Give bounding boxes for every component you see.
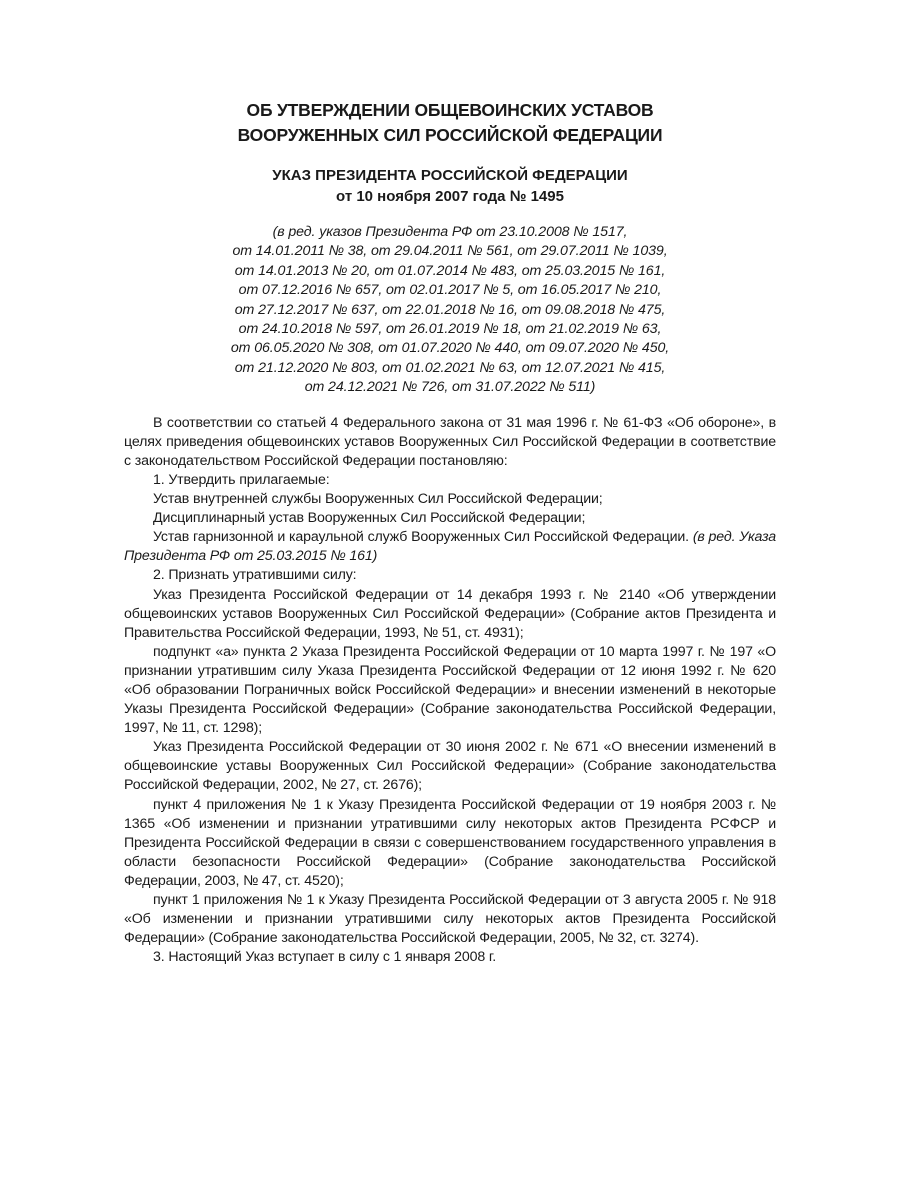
edition-line: от 06.05.2020 № 308, от 01.07.2020 № 440, от 09.07.2020 № 450, (230, 340, 670, 357)
garrison-guard-charter (124, 528, 776, 566)
disciplinary-charter: Дисциплинарный устав Вооруженных Сил Российской Федерации; (153, 510, 586, 527)
item-2-paragraph: 2. Признать утратившими силу: (153, 567, 357, 584)
edition-line: от 24.12.2021 № 726, от 31.07.2022 № 511) (304, 379, 596, 396)
item-1-paragraph: 1. Утвердить прилагаемые: (153, 471, 330, 488)
edition-line: от 14.01.2013 № 20, от 01.07.2014 № 483, от 25.03.2015 № 161, (234, 262, 666, 279)
document-page (124, 98, 776, 967)
edition-line: от 27.12.2017 № 637, от 22.01.2018 № 16, от 09.08.2018 № 475, (234, 301, 666, 318)
garrison-guard-charter-text: Устав гарнизонной и караульной служб Вооруженных Сил Российской Федерации. (153, 529, 689, 546)
document-body (124, 414, 776, 968)
internal-service-charter: Устав внутренней службы Вооруженных Сил Российской Федерации; (153, 491, 603, 508)
repealed-decree-1365: пункт 4 приложения № 1 к Указу Президента Российской Федерации от 19 ноября 2003 г. № 1365 «Об изменении и признании утратившими силу некоторых актов Президента РСФСР и Президента Российской Федерации в связи с совершенствованием государственного управления в области безопасности Российской Федерации» (Собрание законодательства Российской Федерации, 2003, № 47, ст. 4520); (124, 796, 776, 889)
decree-heading (124, 165, 776, 207)
edition-line: от 07.12.2016 № 657, от 02.01.2017 № 5, от 16.05.2017 № 210, (238, 282, 662, 299)
repealed-decree-671: Указ Президента Российской Федерации от 30 июня 2002 г. № 671 «О внесении изменений в общевоинские уставы Вооруженных Сил Российской Федерации» (Собрание законодательства Российской Федерации, 2002, № 27, ст. 2676); (124, 739, 776, 794)
title-line-1: ОБ УТВЕРЖДЕНИИ ОБЩЕВОИНСКИХ УСТАВОВ (246, 100, 654, 120)
document-title (124, 98, 776, 148)
title-line-2: ВООРУЖЕННЫХ СИЛ РОССИЙСКОЙ ФЕДЕРАЦИИ (237, 125, 663, 145)
preamble-paragraph: В соответствии со статьей 4 Федерального закона от 31 мая 1996 г. № 61-ФЗ «Об обороне», в целях приведения общевоинских уставов Вооруженных Сил Российской Федерации в соответствие с законодательством Российской Федерации постановляю: (124, 414, 776, 469)
garrison-edition-note: (в ред. Указа Президента РФ от 25.03.2015 № 161) (124, 529, 777, 565)
edition-line: от 24.10.2018 № 597, от 26.01.2019 № 18, от 21.02.2019 № 63, (238, 321, 662, 338)
repealed-decree-197: подпункт «а» пункта 2 Указа Президента Российской Федерации от 10 марта 1997 г. № 197 «О признании утратившим силу Указа Президента Российской Федерации от 12 июня 1992 г. № 620 «Об образовании Пограничных войск Российской Федерации» и внесении изменений в некоторые Указы Президента Российской Федерации» (Собрание законодательства Российской Федерации, 1997, № 11, ст. 1298); (124, 643, 776, 737)
edition-history (124, 223, 776, 398)
repealed-decree-2140: Указ Президента Российской Федерации от 14 декабря 1993 г. № 2140 «Об утверждении общевоинских уставов Вооруженных Сил Российской Федерации» (Собрание актов Президента и Правительства Российской Федерации, 1993, № 51, ст. 4931); (124, 586, 776, 641)
item-3-paragraph: 3. Настоящий Указ вступает в силу с 1 января 2008 г. (153, 949, 497, 966)
edition-line: от 21.12.2020 № 803, от 01.02.2021 № 63, от 12.07.2021 № 415, (234, 359, 666, 376)
decree-name: УКАЗ ПРЕЗИДЕНТА РОССИЙСКОЙ ФЕДЕРАЦИИ (272, 167, 628, 184)
decree-date-number: от 10 ноября 2007 года № 1495 (336, 188, 564, 205)
repealed-decree-918: пункт 1 приложения № 1 к Указу Президента Российской Федерации от 3 августа 2005 г. № 918 «Об изменении и признании утратившими силу некоторых актов Президента Российской Федерации» (Собрание законодательства Российской Федерации, 2005, № 32, ст. 3274). (124, 892, 776, 947)
edition-line: (в ред. указов Президента РФ от 23.10.2008 № 1517, (272, 224, 628, 240)
edition-line: от 14.01.2011 № 38, от 29.04.2011 № 561, от 29.07.2011 № 1039, (232, 243, 668, 260)
